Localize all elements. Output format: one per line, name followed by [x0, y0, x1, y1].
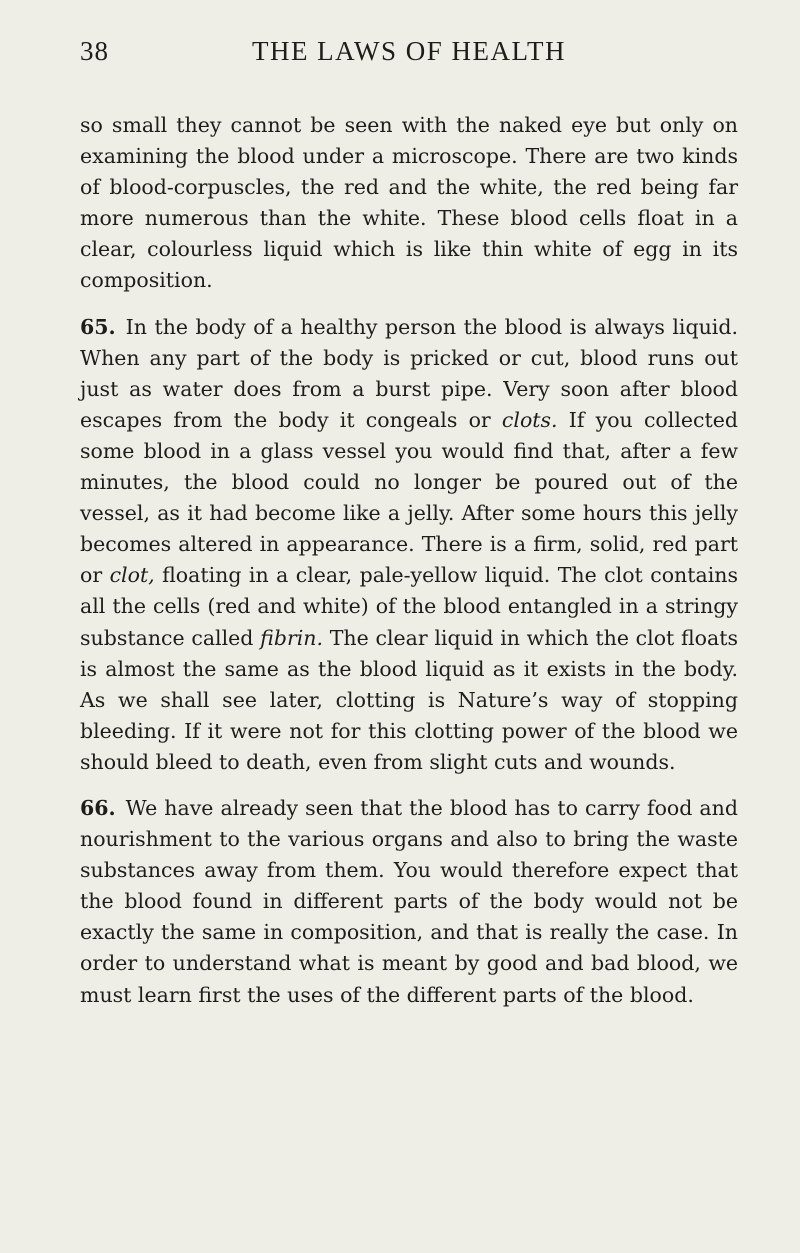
paragraph-text: so small they cannot be seen with the naked eye but only on examining the blood under a microscope. There are two kinds of blood-corpuscles, the red and the white, the red being far more numerous than the white. These blood cells float in a clear, colourless liquid which is like thin white of egg in its composition. [80, 113, 738, 293]
page-number: 38 [80, 36, 109, 66]
italic-term: clots. [501, 407, 558, 432]
paragraph-continuation [80, 110, 738, 297]
italic-term: clot, [109, 563, 155, 588]
page-body [80, 110, 738, 1011]
paragraph-text: floating in a clear, pale-yellow liquid. The clot contains all the cells (red and white) of the blood entangled in a stringy substance called [80, 563, 738, 650]
paragraph-text: The clear liquid in which the clot floats is almost the same as the blood liquid as it exists in the body. As we shall see later, clotting is Nature’s way of stopping bleeding. If it were not for this clotting power of the blood we should bleed to death, even from slight cuts and wounds. [80, 625, 739, 774]
paragraph-65 [80, 312, 738, 778]
italic-term: fibrin. [260, 625, 324, 650]
paragraph-text: If you collected some blood in a glass vessel you would find that, after a few minutes, the blood could no longer be poured out of the vessel, as it had become like a jelly. After some hours this jelly becomes altered in appearance. There is a firm, solid, red part or [80, 407, 738, 588]
running-head: THE LAWS OF HEALTH [251, 36, 567, 66]
paragraph-text: We have already seen that the blood has to carry food and nourishment to the various organs and also to bring the waste substances away from them. You would therefore expect that the blood found in different parts of the body would not be exactly the same in composition, and that is really the case. In order to understand what is meant by good and bad blood, we must learn first the uses of the different parts of the blood. [80, 795, 738, 1007]
paragraph-number: 66. [80, 795, 116, 820]
paragraph-text: In the body of a healthy person the blood is always liquid. When any part of the body is pricked or cut, blood runs out just as water does from a burst pipe. Very soon after blood escapes from the body it congeals or [80, 314, 738, 432]
paragraph-number: 65. [80, 314, 116, 339]
paragraph-66 [80, 793, 738, 1011]
page-header [80, 36, 738, 72]
